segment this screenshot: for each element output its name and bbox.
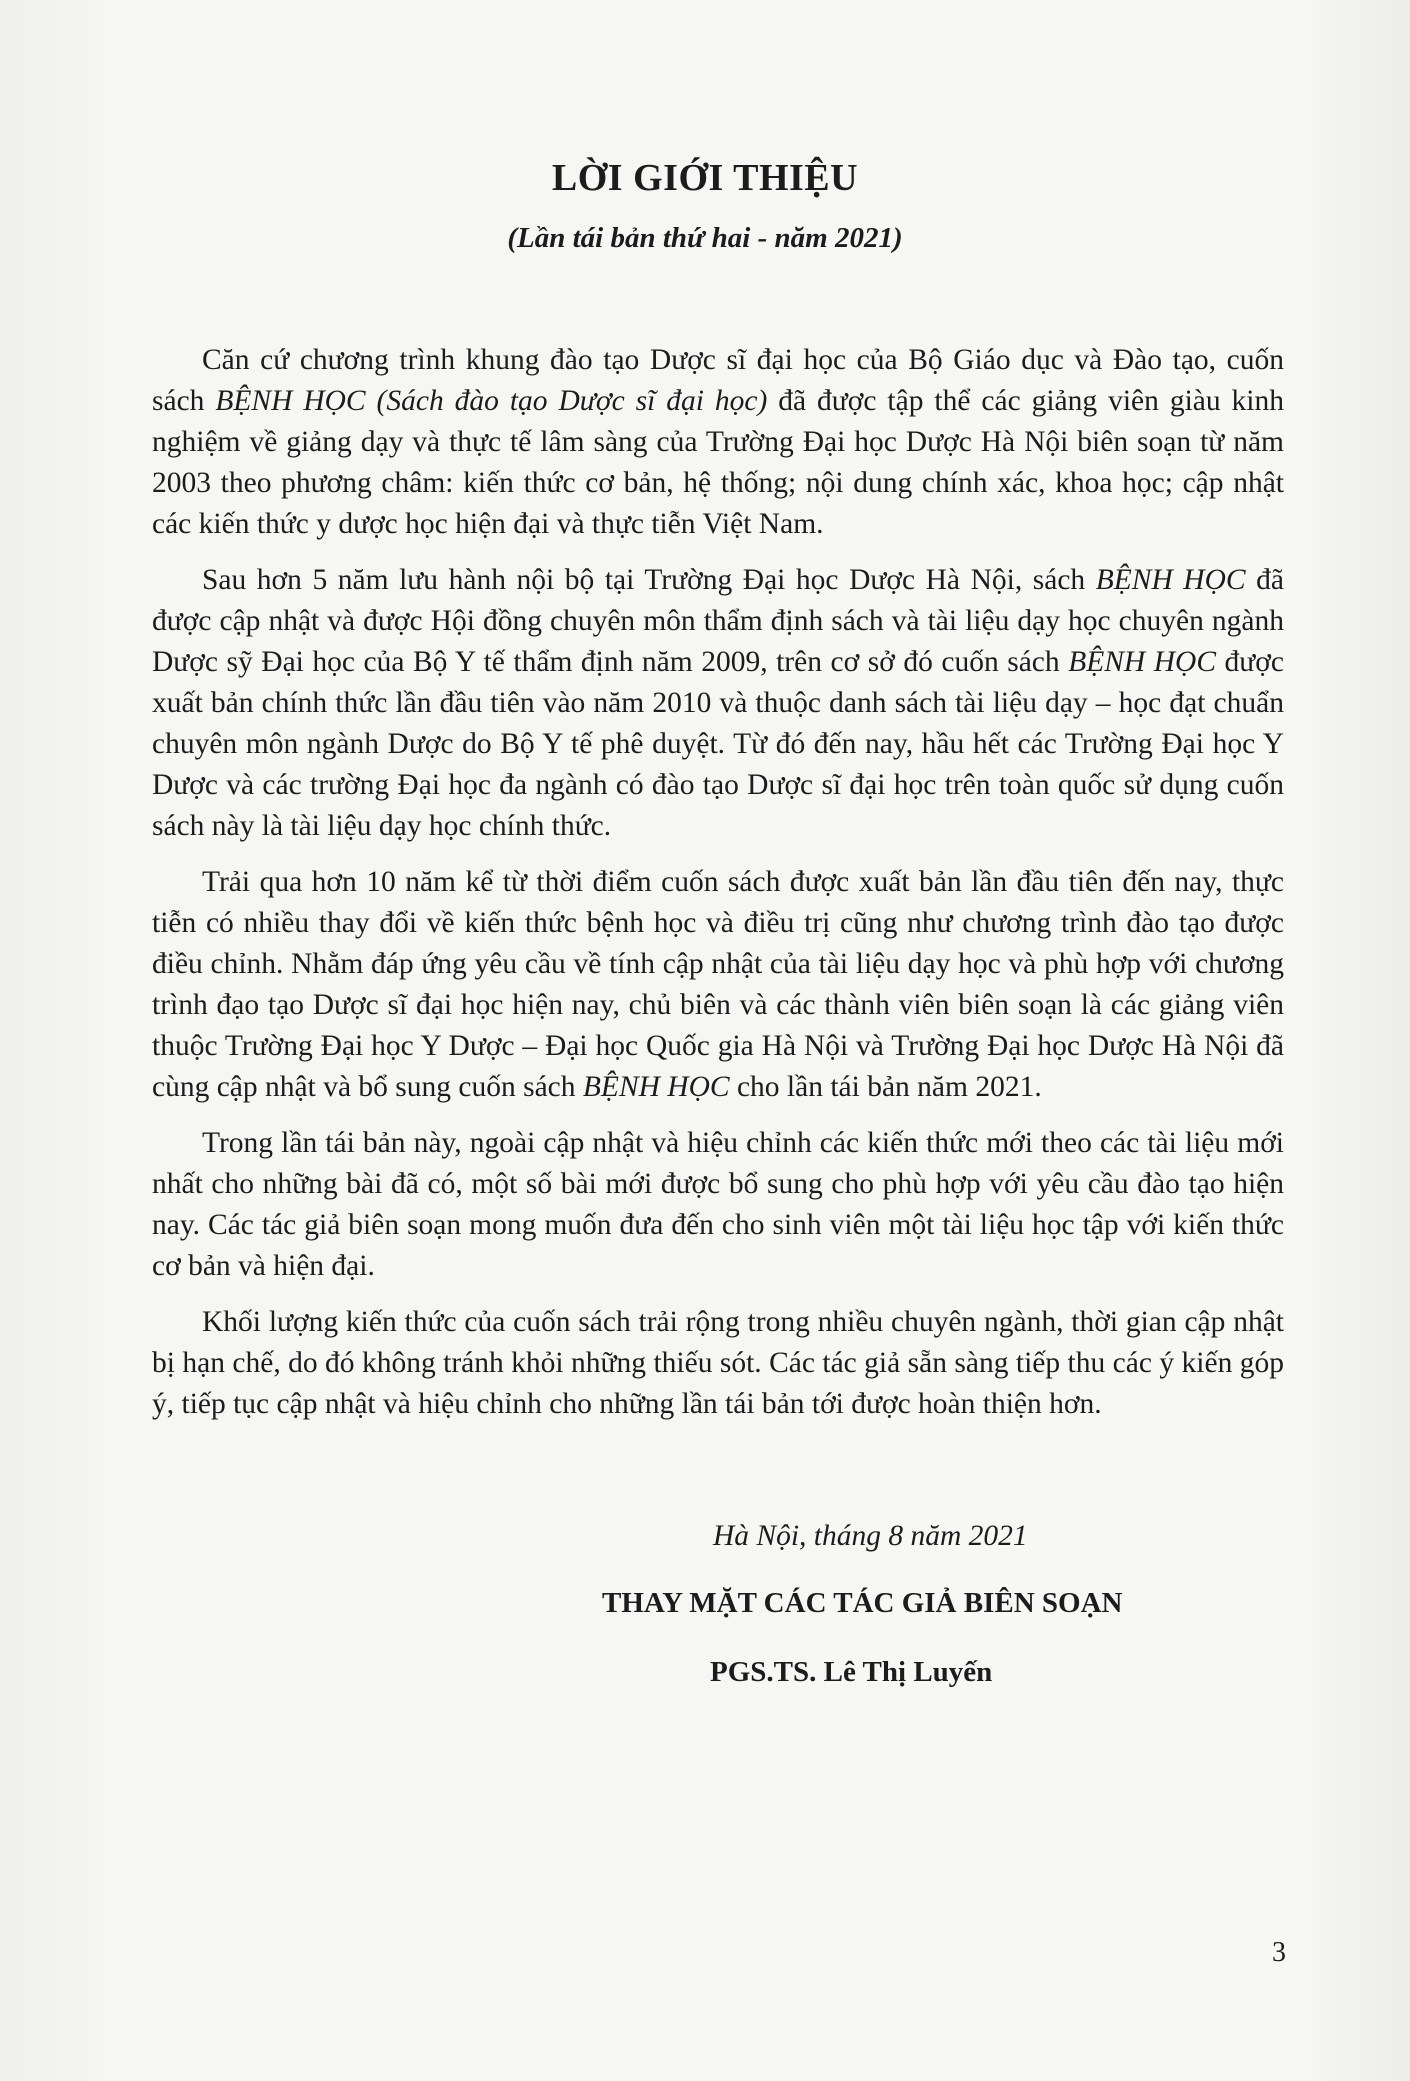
- paragraph-text: Khối lượng kiến thức của cuốn sách trải rộng trong nhiều chuyên ngành, thời gian cập nhật bị hạn chế, do đó không tránh khỏi những thiếu sót. Các tác giả sẵn sàng tiếp thu các ý kiến góp ý, tiếp tục cập nhật và hiệu chỉnh cho những lần tái bản tới được hoàn thiện hơn.: [152, 1306, 1284, 1420]
- book-title-italic: BỆNH HỌC (Sách đào tạo Dược sĩ đại học): [215, 385, 768, 417]
- page-title: LỜI GIỚI THIỆU: [551, 157, 859, 199]
- paragraph: [152, 862, 1284, 1108]
- paragraph-text: Trải qua hơn 10 năm kể từ thời điểm cuốn sách được xuất bản lần đầu tiên đến nay, thực tiễn có nhiều thay đổi về kiến thức bệnh học và điều trị cũng như chương trình đào tạo được điều chỉnh. Nhằm đáp ứng yêu cầu về tính cập nhật của tài liệu dạy học và phù hợp với chương trình đạo tạo Dược sĩ đại học hiện nay, chủ biên và các thành viên biên soạn là các giảng viên thuộc Trường Đại học Y Dược – Đại học Quốc gia Hà Nội và Trường Đại học Dược Hà Nội đã cùng cập nhật và bổ sung cuốn sách: [152, 866, 1284, 1103]
- paragraph: [152, 1123, 1284, 1287]
- paragraph-text: được xuất bản chính thức lần đầu tiên vào năm 2010 và thuộc danh sách tài liệu dạy – học đạt chuẩn chuyên môn ngành Dược do Bộ Y tế phê duyệt. Từ đó đến nay, hầu hết các Trường Đại học Y Dược và các trường Đại học đa ngành có đào tạo Dược sĩ đại học trên toàn quốc sử dụng cuốn sách này là tài liệu dạy học chính thức.: [152, 646, 1284, 842]
- body-text: [152, 340, 1284, 1440]
- book-title-italic: BỆNH HỌC: [1095, 564, 1246, 596]
- signature-place-date: Hà Nội, tháng 8 năm 2021: [713, 1520, 1028, 1552]
- page-number: 3: [1272, 1937, 1286, 1968]
- paragraph-text: đã được cập nhật và được Hội đồng chuyên môn thẩm định sách và tài liệu dạy học chuyên ngành Dược sỹ Đại học của Bộ Y tế thẩm định năm 2009, trên cơ sở đó cuốn sách: [152, 564, 1285, 678]
- paragraph-text: Trong lần tái bản này, ngoài cập nhật và hiệu chỉnh các kiến thức mới theo các tài liệu mới nhất cho những bài đã có, một số bài mới được bổ sung cho phù hợp với yêu cầu đào tạo hiện nay. Các tác giả biên soạn mong muốn đưa đến cho sinh viên một tài liệu học tập với kiến thức cơ bản và hiện đại.: [152, 1127, 1284, 1282]
- paragraph: [152, 560, 1284, 847]
- book-title-italic: BỆNH HỌC: [1068, 646, 1217, 678]
- paragraph-text: Sau hơn 5 năm lưu hành nội bộ tại Trường Đại học Dược Hà Nội, sách: [202, 564, 1096, 596]
- paragraph: [152, 340, 1284, 545]
- paragraph-text: cho lần tái bản năm 2021.: [729, 1071, 1042, 1103]
- page-subtitle: (Lần tái bản thứ hai - năm 2021): [507, 222, 903, 254]
- paragraph-text: đã được tập thể các giảng viên giàu kinh nghiệm về giảng dạy và thực tế lâm sàng của Trường Đại học Dược Hà Nội biên soạn từ năm 2003 theo phương châm: kiến thức cơ bản, hệ thống; nội dung chính xác, khoa học; cập nhật các kiến thức y dược học hiện đại và thực tiễn Việt Nam.: [152, 385, 1284, 540]
- signature-name: PGS.TS. Lê Thị Luyến: [710, 1656, 993, 1688]
- paragraph: [152, 1302, 1284, 1425]
- paragraph-text: Căn cứ chương trình khung đào tạo Dược sĩ đại học của Bộ Giáo dục và Đào tạo, cuốn sách: [152, 344, 1284, 417]
- book-title-italic: BỆNH HỌC: [582, 1071, 730, 1103]
- signature-role: THAY MẶT CÁC TÁC GIẢ BIÊN SOẠN: [602, 1587, 1123, 1619]
